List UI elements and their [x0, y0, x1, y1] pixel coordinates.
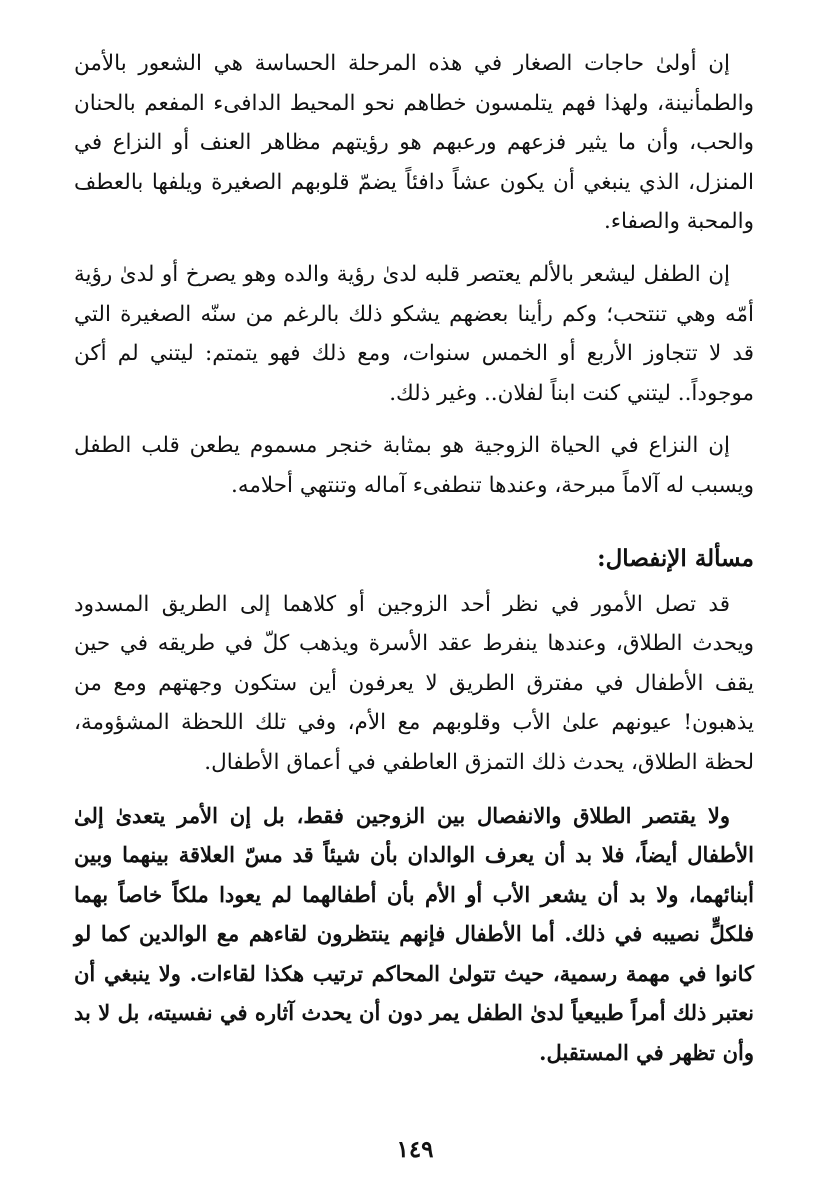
paragraph-separation-effects: ولا يقتصر الطلاق والانفصال بين الزوجين فقط، بل إن الأمر يتعدىٰ إلىٰ الأطفال أيضاً، فلا بد أن يعرف الوالدان بأن شيئاً قد مسّ العلاقة بينهما وبين أبنائهما، ولا بد أن يشعر الأب أو الأم بأن أطفالهما لم يعودا ملكاً خاصاً بهما فلكلٍّ نصيبه في ذلك. أما الأطفال فإنهم ينتظرون لقاءهم مع الوالدين كما لو كانوا في مهمة رسمية، حيث تتولىٰ المحاكم ترتيب هكذا لقاءات. ولا ينبغي أن نعتبر ذلك أمراً طبيعياً لدىٰ الطفل يمر دون أن يحدث آثاره في نفسيته، بل لا بد وأن تظهر في المستقبل.	[74, 802, 754, 1066]
paragraph-divorce: قد تصل الأمور في نظر أحد الزوجين أو كلاهما إلى الطريق المسدود ويحدث الطلاق، وعندها ينفرط عقد الأسرة ويذهب كلّ في طريقه في حين يقف الأطفال في مفترق الطريق لا يعرفون أين ستكون وجهتهم ومع من يذهبون! عيونهم علىٰ الأب وقلوبهم مع الأم، وفي تلك اللحظة المشؤومة، لحظة الطلاق، يحدث ذلك التمزق العاطفي في أعماق الأطفال.	[74, 591, 754, 775]
paragraph-security-needs: إن أولىٰ حاجات الصغار في هذه المرحلة الحساسة هي الشعور بالأمن والطمأنينة، ولهذا فهم يتلمسون خطاهم نحو المحيط الدافىء المفعم بالحنان والحب، وأن ما يثير فزعهم ورعبهم هو رؤيتهم مظاهر العنف أو النزاع في المنزل، الذي ينبغي أن يكون عشاً دافئاً يضمّ قلوبهم الصغيرة ويلفها بالعطف والمحبة والصفاء.	[74, 51, 754, 235]
page-number: ١٤٩	[396, 1136, 434, 1163]
book-page	[74, 44, 754, 1073]
paragraph-child-pain: إن الطفل ليشعر بالألم يعتصر قلبه لدىٰ رؤية والده وهو يصرخ أو لدىٰ رؤية أمّه وهي تنتحب؛ وكم رأينا بعضهم يشكو ذلك بالرغم من سنّه الصغيرة التي قد لا تتجاوز الأربع أو الخمس سنوات، ومع ذلك فهو يتمتم: ليتني لم أكن موجوداً.. ليتني كنت ابناً لفلان.. وغير ذلك.	[74, 261, 754, 406]
paragraph-marital-conflict: إن النزاع في الحياة الزوجية هو بمثابة خنجر مسموم يطعن قلب الطفل ويسبب له آلاماً مبرحة، وعندها تنطفىء آماله وتنتهي أحلامه.	[74, 433, 754, 498]
section-heading-separation: مسألة الإنفصال:	[597, 544, 754, 572]
